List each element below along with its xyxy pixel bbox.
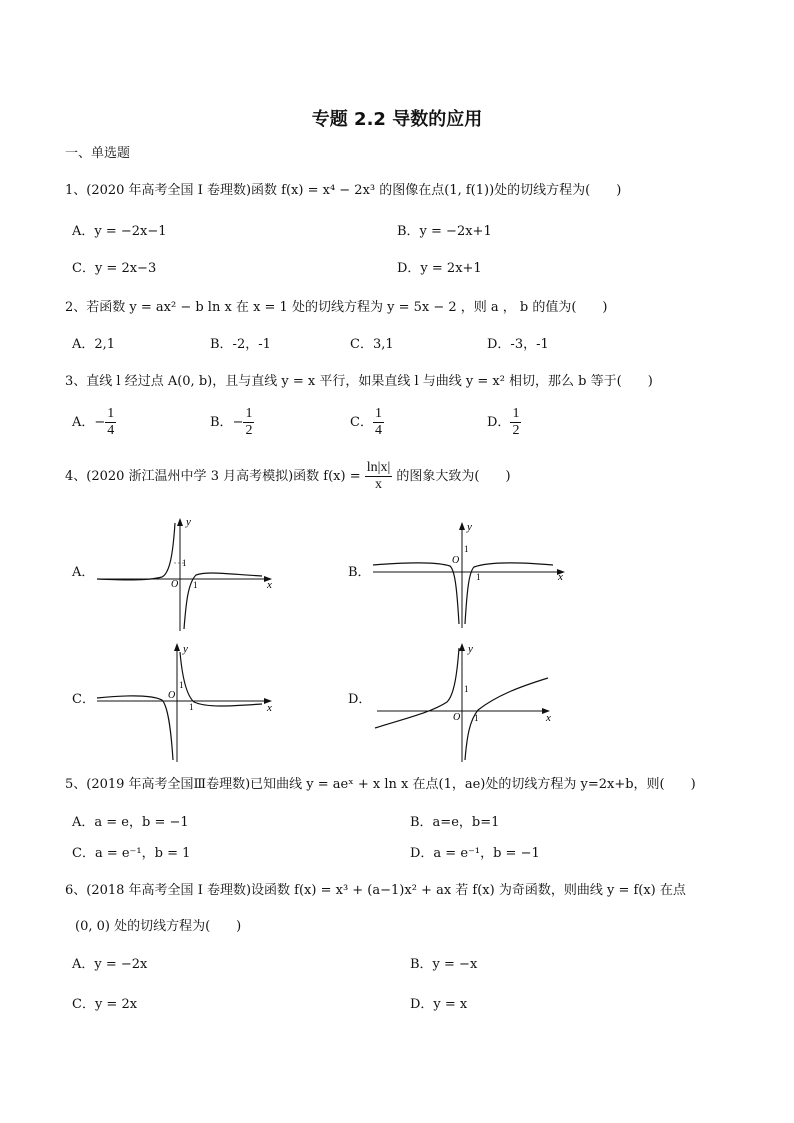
q2-option-d: D．-3，-1 bbox=[487, 337, 549, 352]
q2-option-a: A．2,1 bbox=[72, 337, 116, 352]
graph-d-origin: O bbox=[453, 712, 461, 723]
graph-c-x-tick: 1 bbox=[189, 702, 194, 712]
q3-option-c-label: C． bbox=[350, 415, 373, 430]
graph-c-curve-left bbox=[97, 696, 173, 760]
q3-option-c-fraction bbox=[373, 406, 384, 439]
q1-option-a: A．y = −2x−1 bbox=[72, 224, 167, 239]
graph-b-origin: O bbox=[452, 555, 460, 566]
q3-option-a bbox=[72, 406, 116, 439]
q3-option-a-fraction bbox=[105, 406, 116, 439]
q4-option-d-label: D． bbox=[348, 692, 372, 707]
q4-stem-prefix: 4、(2020 浙江温州中学 3 月高考模拟)函数 f(x) = bbox=[65, 469, 361, 484]
graph-a-curve-left bbox=[97, 523, 175, 580]
q3-option-b-denominator: 2 bbox=[245, 423, 253, 438]
q3-option-c-numerator: 1 bbox=[374, 406, 382, 421]
q5-option-d: D．a = e⁻¹，b = −1 bbox=[410, 846, 540, 861]
q1-option-b: B．y = −2x+1 bbox=[397, 224, 492, 239]
q1-option-d: D．y = 2x+1 bbox=[397, 261, 482, 276]
q3-option-b bbox=[210, 406, 254, 439]
q5-option-b: B．a=e，b=1 bbox=[410, 815, 500, 830]
q3-option-d-fraction bbox=[510, 406, 521, 439]
q4-graph-a bbox=[92, 513, 282, 633]
q4-graph-d bbox=[372, 640, 562, 765]
graph-d-y-arrow bbox=[459, 643, 465, 651]
graph-c-curve-right bbox=[180, 652, 262, 706]
q1-option-c: C．y = 2x−3 bbox=[72, 261, 157, 276]
q4-option-b-label: B． bbox=[348, 565, 371, 580]
graph-a-y-label: y bbox=[186, 516, 191, 528]
q4-stem-suffix: 的图象大致为( ) bbox=[396, 469, 511, 484]
q4-option-c-label: C． bbox=[72, 692, 95, 707]
graph-a-y-tick: 1 bbox=[182, 558, 187, 568]
graph-a-origin: O bbox=[171, 579, 179, 590]
q4-stem-fraction bbox=[365, 460, 393, 493]
q3-option-d-label: D． bbox=[487, 415, 511, 430]
q3-option-d bbox=[487, 406, 521, 439]
graph-b-y-tick: 1 bbox=[464, 544, 469, 554]
q4-graph-c bbox=[92, 640, 282, 765]
q2-option-b: B．-2，-1 bbox=[210, 337, 271, 352]
graph-a-x-label: x bbox=[267, 579, 272, 591]
q3-option-d-denominator: 2 bbox=[512, 423, 520, 438]
question-6-stem-line2: (0, 0) 处的切线方程为( ) bbox=[75, 919, 242, 934]
section-heading: 一、单选题 bbox=[65, 146, 131, 161]
question-5-stem: 5、(2019 年高考全国Ⅲ卷理数)已知曲线 y = aeˣ + x ln x 在点(1，ae)处的切线方程为 y=2x+b，则( ) bbox=[65, 777, 696, 792]
q3-option-b-sign: − bbox=[232, 415, 244, 430]
q6-option-b: B．y = −x bbox=[410, 957, 478, 972]
question-4-stem bbox=[65, 460, 511, 493]
graph-a-x-tick: 1 bbox=[193, 580, 198, 590]
graph-b-y-label: y bbox=[467, 521, 472, 533]
q4-fraction-denominator: x bbox=[375, 477, 383, 492]
question-3-stem: 3、直线 l 经过点 A(0, b)，且与直线 y = x 平行，如果直线 l 与曲线 y = x² 相切，那么 b 等于( ) bbox=[65, 374, 653, 389]
q6-option-c: C．y = 2x bbox=[72, 997, 138, 1012]
graph-c-x-label: x bbox=[267, 702, 272, 714]
graph-d-y-tick: 1 bbox=[464, 684, 469, 694]
q5-option-c: C．a = e⁻¹，b = 1 bbox=[72, 846, 191, 861]
q2-option-c: C．3,1 bbox=[350, 337, 394, 352]
graph-d-x-label: x bbox=[546, 712, 551, 724]
q6-option-d: D．y = x bbox=[410, 997, 468, 1012]
q3-option-b-label: B． bbox=[210, 415, 233, 430]
question-6-stem-line1: 6、(2018 年高考全国 I 卷理数)设函数 f(x) = x³ + (a−1)x² + ax 若 f(x) 为奇函数，则曲线 y = f(x) 在点 bbox=[65, 883, 686, 898]
question-1-stem: 1、(2020 年高考全国 I 卷理数)函数 f(x) = x⁴ − 2x³ 的图像在点(1, f(1))处的切线方程为( ) bbox=[65, 183, 622, 198]
graph-c-y-label: y bbox=[183, 643, 188, 655]
q3-option-c bbox=[350, 406, 384, 439]
q6-option-a: A．y = −2x bbox=[72, 957, 148, 972]
graph-d-y-label: y bbox=[468, 643, 473, 655]
page-title: 专题 2.2 导数的应用 bbox=[311, 109, 483, 130]
q4-fraction-numerator: ln|x| bbox=[366, 460, 391, 475]
q3-option-d-numerator: 1 bbox=[512, 406, 520, 421]
q3-option-a-denominator: 4 bbox=[107, 423, 115, 438]
graph-c-y-tick: 1 bbox=[179, 680, 184, 690]
graph-c-y-arrow bbox=[174, 643, 180, 651]
graph-b-y-arrow bbox=[459, 522, 465, 530]
q3-option-b-numerator: 1 bbox=[245, 406, 253, 421]
graph-b-x-label: x bbox=[558, 571, 563, 583]
q3-option-b-fraction bbox=[243, 406, 254, 439]
q3-option-a-label: A． bbox=[72, 415, 95, 430]
graph-d-x-tick: 1 bbox=[474, 713, 479, 723]
graph-b-x-tick: 1 bbox=[476, 572, 481, 582]
q3-option-a-numerator: 1 bbox=[107, 406, 115, 421]
q5-option-a: A．a = e，b = −1 bbox=[72, 815, 189, 830]
graph-d-curve-left bbox=[375, 648, 459, 728]
q3-option-c-denominator: 4 bbox=[374, 423, 382, 438]
q4-graph-b bbox=[368, 520, 568, 630]
question-2-stem: 2、若函数 y = ax² − b ln x 在 x = 1 处的切线方程为 y = 5x − 2 ，则 a ， b 的值为( ) bbox=[65, 300, 608, 315]
graph-c-origin: O bbox=[168, 690, 176, 701]
graph-a-y-arrow bbox=[177, 518, 183, 526]
q3-option-a-sign: − bbox=[94, 415, 106, 430]
q4-option-a-label: A． bbox=[72, 565, 95, 580]
